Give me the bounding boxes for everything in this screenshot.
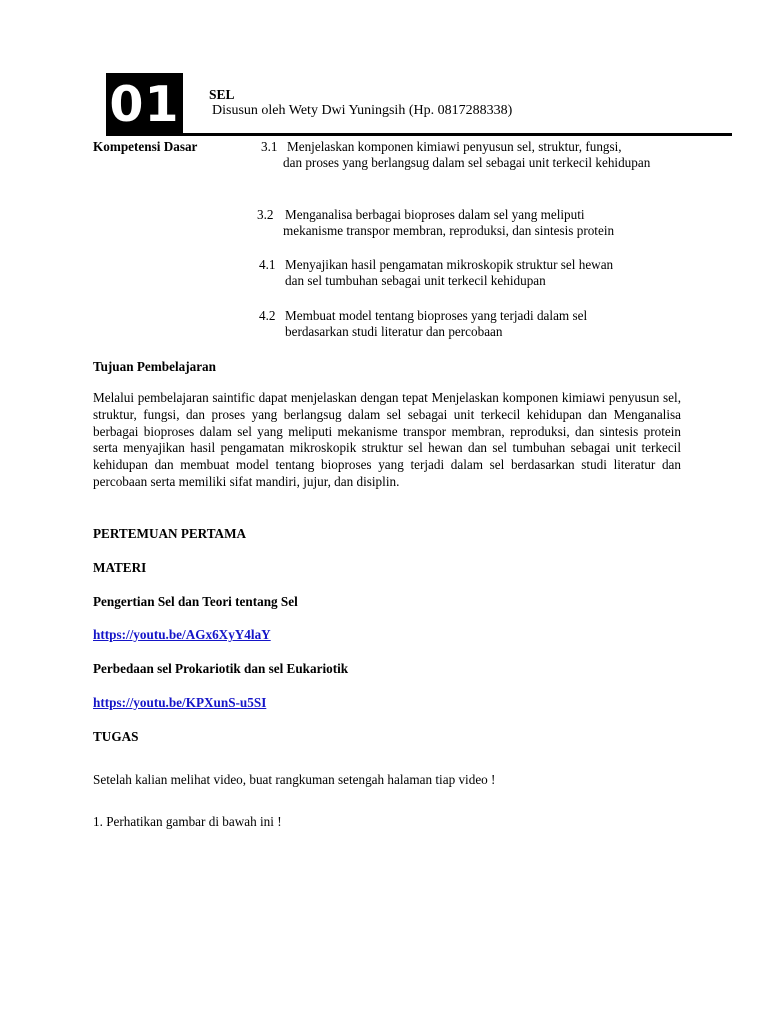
kompetensi-item-continuation: dan proses yang berlangsug dalam sel sebagai unit terkecil kehidupan	[283, 155, 651, 170]
header-rule	[183, 133, 732, 136]
pertemuan-heading: PERTEMUAN PERTAMA	[93, 526, 247, 541]
kompetensi-item	[257, 139, 681, 171]
author-line: Disusun oleh Wety Dwi Yuningsih (Hp. 0817288338)	[212, 103, 513, 118]
tugas-heading: TUGAS	[93, 729, 139, 744]
kompetensi-item-continuation: dan sel tumbuhan sebagai unit terkecil kehidupan	[285, 273, 546, 288]
materi-topic-2: Perbedaan sel Prokariotik dan sel Eukariotik	[93, 661, 349, 676]
video-link-1[interactable]: https://youtu.be/AGx6XyY4laY	[93, 627, 271, 642]
kompetensi-item-number: 3.2	[257, 207, 274, 222]
chapter-number-badge: 01	[106, 73, 183, 136]
kompetensi-item-number: 3.1	[261, 139, 278, 154]
kompetensi-item-number: 4.2	[259, 308, 276, 323]
video-link-2[interactable]: https://youtu.be/KPXunS-u5SI	[93, 695, 267, 710]
kompetensi-item	[259, 308, 681, 340]
kompetensi-item-continuation: berdasarkan studi literatur dan percobaan	[285, 324, 503, 339]
kompetensi-item-first-line	[257, 207, 681, 223]
materi-heading: MATERI	[93, 560, 147, 575]
tujuan-paragraph: Melalui pembelajaran saintific dapat menjelaskan dengan tepat Menjelaskan komponen kimiawi penyusun sel, struktur, fungsi, dan proses yang berlangsug dalam sel sebagai unit terkecil kehidupan dan Menganalisa berbagai bioproses dalam sel yang meliputi mekanisme transpor membran, reproduksi, dan sintesis protein serta menyajikan hasil pengamatan mikroskopik struktur sel hewan dan sel tumbuhan sebagai unit terkecil kehidupan dan membuat model tentang bioproses yang terjadi dalam sel berdasarkan studi literatur dan percobaan serta memiliki sifat mandiri, jujur, dan disiplin.	[93, 390, 681, 489]
kompetensi-item-text: Menyajikan hasil pengamatan mikroskopik struktur sel hewan	[285, 257, 614, 272]
materi-topic-1: Pengertian Sel dan Teori tentang Sel	[93, 594, 298, 609]
kompetensi-item-continuation: mekanisme transpor membran, reproduksi, dan sintesis protein	[283, 223, 615, 238]
kompetensi-item-text: Menganalisa berbagai bioproses dalam sel yang meliputi	[285, 207, 585, 222]
tujuan-heading: Tujuan Pembelajaran	[93, 359, 216, 374]
materi-link-1-row	[93, 627, 681, 643]
kompetensi-item-first-line	[259, 257, 681, 273]
chapter-title: SEL	[209, 87, 235, 102]
kompetensi-item-first-line	[259, 308, 681, 324]
tugas-item-1: 1. Perhatikan gambar di bawah ini !	[93, 814, 282, 829]
tugas-instruction: Setelah kalian melihat video, buat rangkuman setengah halaman tiap video !	[93, 772, 496, 787]
kompetensi-item-number: 4.1	[259, 257, 276, 272]
kompetensi-item	[259, 257, 681, 289]
materi-link-2-row	[93, 695, 681, 711]
kompetensi-item-text: Menjelaskan komponen kimiawi penyusun sel, struktur, fungsi,	[287, 139, 622, 154]
kompetensi-item	[257, 207, 681, 239]
kompetensi-item-first-line	[257, 139, 681, 155]
kompetensi-label: Kompetensi Dasar	[93, 139, 198, 154]
kompetensi-item-text: Membuat model tentang bioproses yang terjadi dalam sel	[285, 308, 588, 323]
